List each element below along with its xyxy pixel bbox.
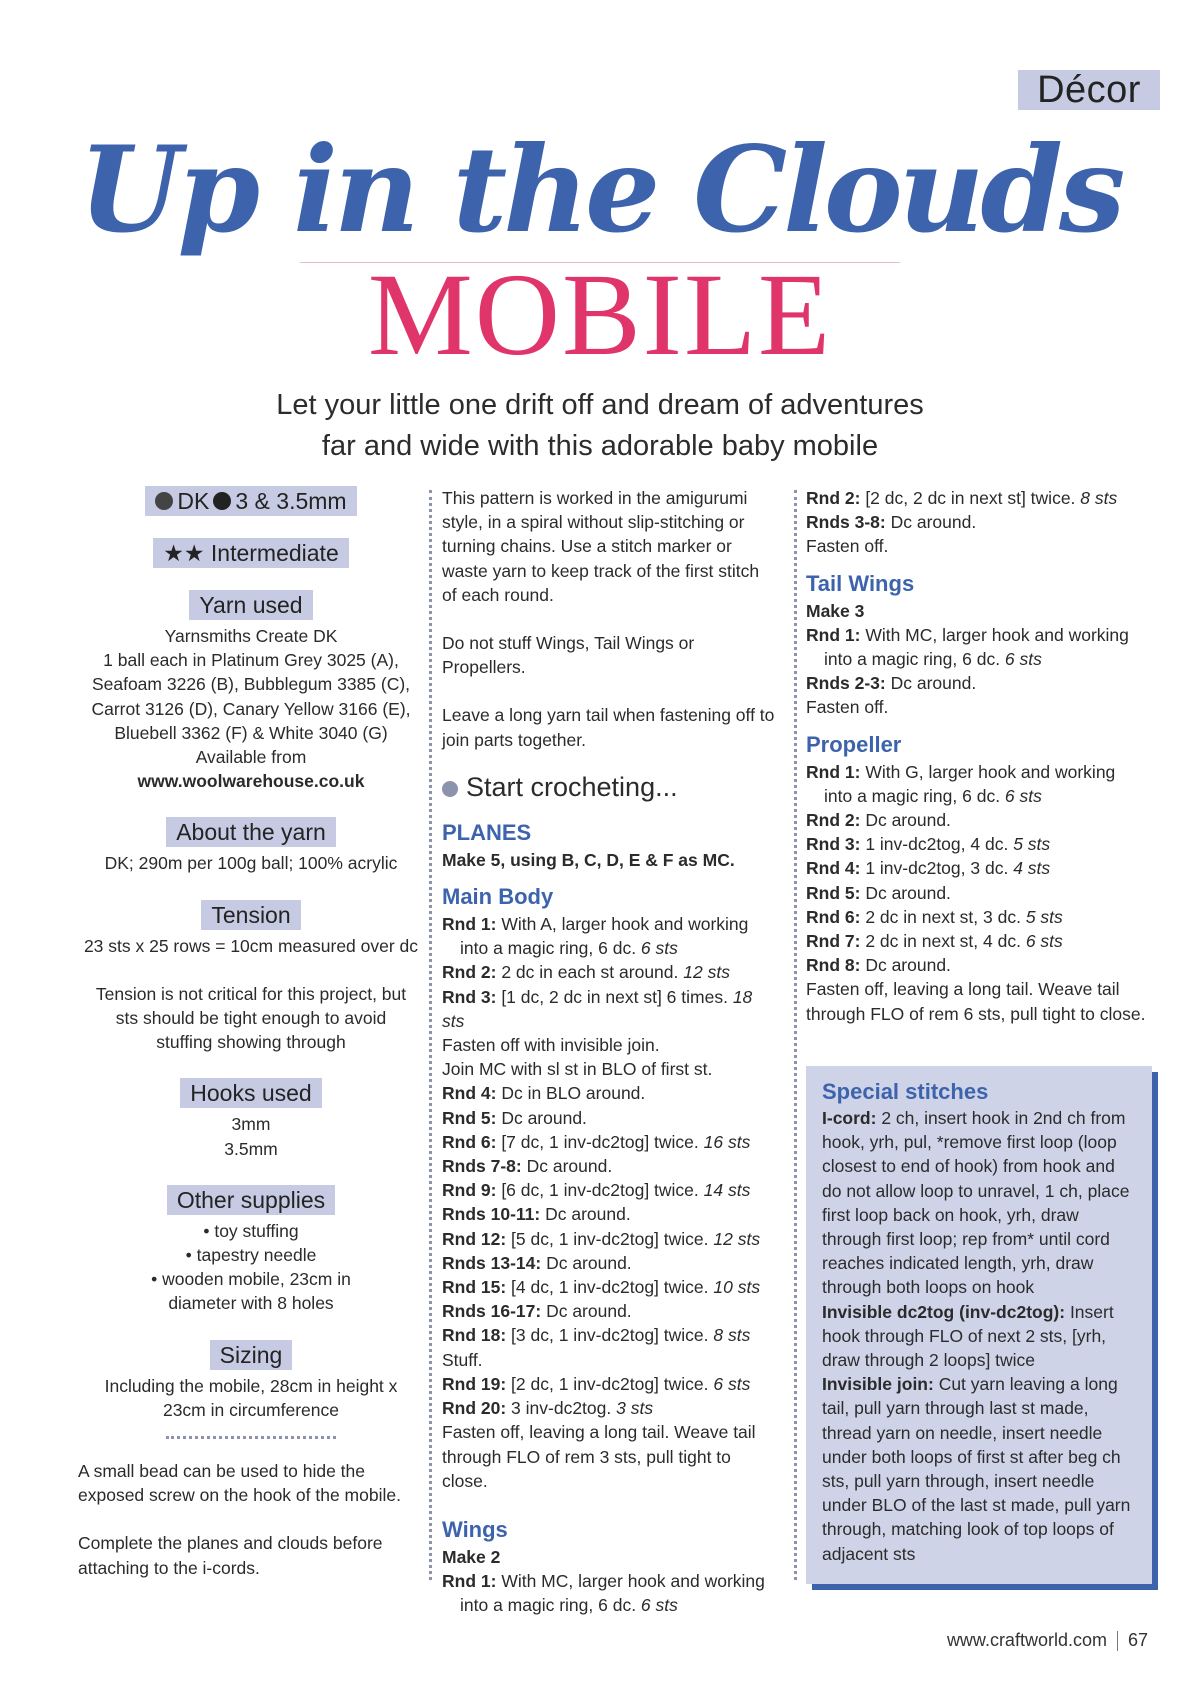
planes-make: Make 5, using B, C, D, E & F as MC. bbox=[442, 849, 735, 870]
difficulty-stars: ★★ bbox=[163, 540, 205, 566]
standfirst-line-1: Let your little one drift off and dream of adventures bbox=[276, 389, 924, 421]
dotted-divider bbox=[166, 1436, 336, 1439]
yarn-ball-icon bbox=[155, 492, 173, 510]
round-line: Rnds 2-3: Dc around. bbox=[806, 673, 977, 694]
inv-dc2tog-definition: Invisible dc2tog (inv-dc2tog): Insert hook through FLO of next 2 sts, [yrh, draw through 2 loops] twice bbox=[822, 1301, 1114, 1371]
yarn-tail-note: Leave a long yarn tail when fastening off to join parts together. bbox=[442, 705, 775, 750]
page-number: 67 bbox=[1127, 1630, 1148, 1650]
yarn-line: 1 ball each in Platinum Grey 3025 (A), bbox=[103, 650, 399, 671]
hook-item: 3.5mm bbox=[224, 1138, 278, 1159]
weight-hook-badge bbox=[145, 486, 356, 516]
round-line: Rnd 3: [1 dc, 2 dc in next st] 6 times. 18 sts bbox=[442, 986, 753, 1031]
round-line: Rnd 1: With MC, larger hook and working bbox=[442, 1571, 765, 1592]
round-line: Rnd 6: [7 dc, 1 inv-dc2tog] twice. 16 sts bbox=[442, 1131, 751, 1152]
yarn-line: Yarnsmiths Create DK bbox=[164, 626, 338, 646]
about-yarn-text: DK; 290m per 100g ball; 100% acrylic bbox=[104, 853, 398, 874]
column-divider-2 bbox=[794, 490, 797, 1580]
supply-item: • wooden mobile, 23cm in diameter with 8 holes bbox=[151, 1269, 351, 1314]
round-line: Rnd 9: [6 dc, 1 inv-dc2tog] twice. 14 sts bbox=[442, 1180, 751, 1201]
round-line: Rnd 20: 3 inv-dc2tog. 3 sts bbox=[442, 1398, 654, 1419]
standfirst-line-2: far and wide with this adorable baby mobile bbox=[321, 430, 879, 462]
round-line: Fasten off. bbox=[806, 697, 889, 718]
yarn-line: Seafoam 3226 (B), Bubblegum 3385 (C), bbox=[91, 674, 411, 695]
supplies-heading: Other supplies bbox=[167, 1185, 335, 1215]
section-tag: Décor bbox=[1018, 70, 1160, 110]
main-body-finish: Fasten off, leaving a long tail. Weave tail through FLO of rem 3 sts, pull tight to close. bbox=[442, 1422, 756, 1491]
round-line: Rnd 2: [2 dc, 2 dc in next st] twice. 8 sts bbox=[806, 488, 1118, 508]
sizing-text: Including the mobile, 28cm in height x 23cm in circumference bbox=[104, 1375, 398, 1420]
round-line: Fasten off with invisible join. bbox=[442, 1035, 660, 1056]
difficulty-label: Intermediate bbox=[210, 540, 339, 566]
round-line: Rnd 6: 2 dc in next st, 3 dc. 5 sts bbox=[806, 906, 1063, 927]
round-line: Rnds 16-17: Dc around. bbox=[442, 1301, 632, 1322]
round-line: Rnd 12: [5 dc, 1 inv-dc2tog] twice. 12 sts bbox=[442, 1228, 761, 1249]
invisible-join-definition: Invisible join: Cut yarn leaving a long tail, pull yarn through last st made, thread yarn on needle, insert needle under both loops of first st after beg ch sts, pull yarn through, insert needle under BLO of the last st made, pull yarn through, matching look of top loops of adjacent sts bbox=[822, 1374, 1131, 1564]
round-line: Rnd 5: Dc around. bbox=[806, 882, 951, 903]
round-line: Rnd 1: With G, larger hook and working bbox=[806, 761, 1116, 782]
planes-heading: PLANES bbox=[442, 819, 532, 845]
round-line: into a magic ring, 6 dc. 6 sts bbox=[824, 785, 1042, 806]
yarn-weight: DK bbox=[177, 488, 210, 514]
page-title: Up in the Clouds bbox=[78, 120, 1122, 259]
wings-heading: Wings bbox=[442, 1516, 508, 1542]
pattern-column-3 bbox=[806, 486, 1152, 1026]
round-line: Rnds 13-14: Dc around. bbox=[442, 1252, 632, 1273]
round-line: Join MC with sl st in BLO of first st. bbox=[442, 1059, 713, 1080]
round-line: Stuff. bbox=[442, 1349, 483, 1370]
about-yarn-heading: About the yarn bbox=[166, 817, 336, 847]
round-line: Rnds 3-8: Dc around. bbox=[806, 512, 977, 533]
yarn-heading: Yarn used bbox=[189, 590, 312, 620]
supply-item: • toy stuffing bbox=[203, 1220, 299, 1241]
hooks-heading: Hooks used bbox=[180, 1078, 321, 1108]
page-subtitle: MOBILE bbox=[367, 249, 833, 380]
round-line: Rnd 8: Dc around. bbox=[806, 955, 951, 976]
round-line: Rnd 1: With A, larger hook and working bbox=[442, 914, 749, 935]
main-body-heading: Main Body bbox=[442, 884, 554, 910]
tail-wings-heading: Tail Wings bbox=[806, 570, 915, 596]
round-line: Rnd 4: Dc in BLO around. bbox=[442, 1083, 646, 1104]
start-crocheting-heading: Start crocheting... bbox=[442, 770, 778, 804]
round-line: Rnd 2: 2 dc in each st around. 12 sts bbox=[442, 962, 730, 983]
hook-size: 3 & 3.5mm bbox=[235, 488, 347, 514]
round-line: Rnd 15: [4 dc, 1 inv-dc2tog] twice. 10 sts bbox=[442, 1277, 761, 1298]
round-line: Rnd 4: 1 inv-dc2tog, 3 dc. 4 sts bbox=[806, 858, 1051, 879]
round-line: Rnds 10-11: Dc around. bbox=[442, 1204, 631, 1225]
special-stitches-box bbox=[806, 1066, 1152, 1584]
wings-make: Make 2 bbox=[442, 1546, 501, 1567]
bead-note: A small bead can be used to hide the exposed screw on the hook of the mobile. bbox=[78, 1461, 401, 1506]
assembly-note: Complete the planes and clouds before attaching to the i-cords. bbox=[78, 1533, 383, 1578]
supply-item: • tapestry needle bbox=[185, 1245, 317, 1266]
difficulty-badge bbox=[153, 538, 349, 568]
special-stitches-heading: Special stitches bbox=[822, 1079, 989, 1104]
column-divider-1 bbox=[429, 490, 432, 1580]
yarn-line: Carrot 3126 (D), Canary Yellow 3166 (E), bbox=[91, 698, 411, 719]
footer-url[interactable]: www.craftworld.com bbox=[946, 1630, 1107, 1650]
footer-separator bbox=[1117, 1631, 1118, 1651]
propeller-finish: Fasten off, leaving a long tail. Weave tail through FLO of rem 6 sts, pull tight to close. bbox=[806, 979, 1146, 1024]
info-sidebar bbox=[78, 486, 424, 1580]
yarn-line: Bluebell 3362 (F) & White 3040 (G) bbox=[114, 722, 388, 743]
yarn-line: Available from bbox=[195, 747, 307, 768]
round-line: Rnd 5: Dc around. bbox=[442, 1107, 587, 1128]
round-line: into a magic ring, 6 dc. 6 sts bbox=[460, 938, 678, 959]
page-footer bbox=[947, 1630, 1148, 1651]
tail-wings-make: Make 3 bbox=[806, 600, 865, 621]
round-line: into a magic ring, 6 dc. 6 sts bbox=[460, 1595, 678, 1616]
sizing-heading: Sizing bbox=[210, 1340, 293, 1370]
pattern-column-2 bbox=[442, 486, 778, 1618]
round-line: Rnd 3: 1 inv-dc2tog, 4 dc. 5 sts bbox=[806, 834, 1051, 855]
intro-paragraph: This pattern is worked in the amigurumi style, in a spiral without slip-stitching or turning chains. Use a stitch marker or waste yarn to keep track of the first stitch of each round. bbox=[442, 488, 760, 605]
tension-heading: Tension bbox=[201, 900, 300, 930]
hook-icon bbox=[213, 492, 231, 510]
propeller-heading: Propeller bbox=[806, 731, 902, 757]
tension-note: Tension is not critical for this project, but sts should be tight enough to avoid stuffing showing through bbox=[95, 983, 407, 1053]
round-line: Fasten off. bbox=[806, 536, 889, 557]
yarn-url-link[interactable]: www.woolwarehouse.co.uk bbox=[137, 771, 365, 792]
tension-text: 23 sts x 25 rows = 10cm measured over dc bbox=[83, 935, 419, 956]
icord-definition: I-cord: 2 ch, insert hook in 2nd ch from hook, yrh, pul, *remove first loop (loop closest to end of hook) from hook and do not allow loop to unravel, 1 ch, place first loop back on hook, yrh, draw through first loop; rep from* until cord reaches indicated length, yrh, draw through both loops on hook bbox=[822, 1108, 1130, 1298]
standfirst bbox=[0, 385, 1200, 467]
round-line: Rnd 18: [3 dc, 1 inv-dc2tog] twice. 8 sts bbox=[442, 1325, 751, 1346]
round-line: Rnd 7: 2 dc in next st, 4 dc. 6 sts bbox=[806, 931, 1063, 952]
round-line: Rnd 1: With MC, larger hook and working bbox=[806, 624, 1129, 645]
stuffing-note: Do not stuff Wings, Tail Wings or Propellers. bbox=[442, 633, 695, 678]
round-line: into a magic ring, 6 dc. 6 sts bbox=[824, 649, 1042, 670]
hook-item: 3mm bbox=[231, 1114, 271, 1135]
yarn-ball-icon bbox=[442, 781, 458, 797]
round-line: Rnd 19: [2 dc, 1 inv-dc2tog] twice. 6 sts bbox=[442, 1373, 751, 1394]
round-line: Rnds 7-8: Dc around. bbox=[442, 1156, 613, 1177]
round-line: Rnd 2: Dc around. bbox=[806, 810, 951, 831]
